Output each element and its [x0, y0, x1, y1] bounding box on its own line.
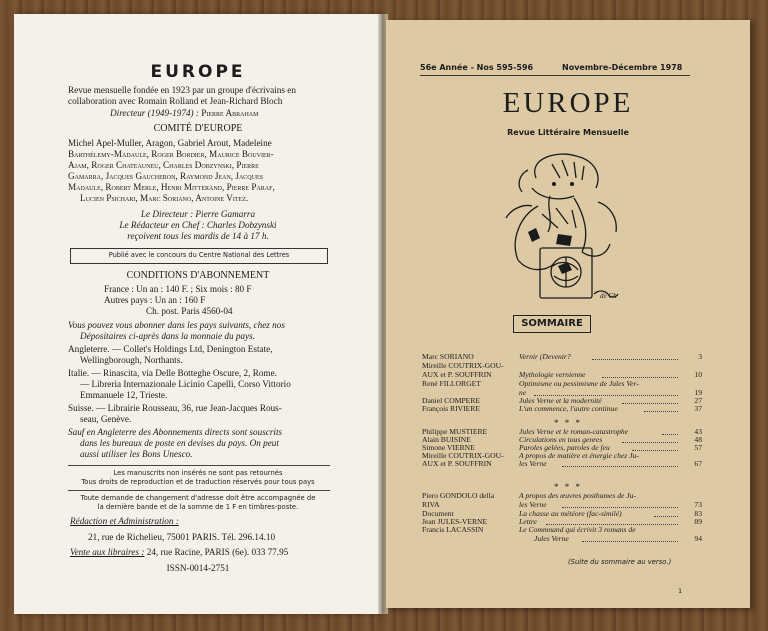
postal-account: Ch. post. Paris 4560-04 — [146, 306, 233, 316]
right-page — [386, 20, 750, 608]
section-separator-stars: * * * — [554, 418, 582, 428]
editor-line: Le Rédacteur en Chef : Charles Dobzynski — [119, 220, 277, 230]
toc-entry[interactable]: Daniel COMPERE Jules Verne et la modernité 27 — [422, 396, 702, 405]
vente-label: Vente aux libraires : — [70, 547, 145, 557]
toc-entry[interactable]: Mireille COUTRIX-GOU- A propos de matière et énergie chez Ju- — [422, 451, 639, 460]
toc-entry[interactable]: RIVA les Verne 73 — [422, 500, 702, 509]
address-change-note: la dernière bande et de la somme de 1 F en timbres-poste. — [97, 503, 299, 511]
direct-subscriptions: dans les bureaux de poste en devises du pays. On peut — [80, 438, 279, 448]
toc-entry[interactable]: ne 19 — [519, 388, 702, 397]
director-line: Le Directeur : Pierre Gamarra — [140, 209, 256, 219]
left-page — [14, 14, 382, 614]
subscribe-note: Dépositaires ci-après dans la monnaie du pays. — [80, 331, 255, 341]
vente-address: 24, rue Racine, PARIS (6e). 033 77.95 — [146, 547, 289, 557]
toc-entry[interactable]: François RIVIERE L'un commence, l'autre continue 37 — [422, 404, 702, 413]
director-name: Pierre Abraham — [201, 108, 259, 118]
rights-note: Tous droits de reproduction et de traduction réservés pour tous pays — [81, 478, 315, 486]
price-france: France : Un an : 140 F. ; Six mois : 80 F — [104, 284, 252, 294]
agent-italy: — Libreria Internazionale Licinio Capelli, Corso Vittorio — [80, 379, 291, 389]
direct-subscriptions: aussi utiliser les Bons Unesco. — [80, 449, 193, 459]
redaction-address: 21, rue de Richelieu, 75001 PARIS. Tél. 296.14.10 — [88, 532, 276, 542]
committee-line: Lucien Psichari, Marc Soriano, Antoine Vitez. — [80, 193, 249, 203]
toc-entry[interactable]: Simone VIERNE Paroles gelées, paroles de feu 57 — [422, 443, 702, 452]
redaction-label: Rédaction et Administration : — [70, 516, 179, 526]
section-separator-stars: * * * — [554, 482, 582, 492]
price-other: Autres pays : Un an : 160 F — [104, 295, 206, 305]
committee-line: Michel Apel-Muller, Aragon, Gabriel Arout, Madeleine — [68, 138, 272, 148]
agent-italy: Italie. — Rinascita, via Delle Botteghe Oscure, 2, Rome. — [68, 368, 277, 378]
toc-entry[interactable]: René FILLORGET Optimisme ou pessimisme de Jules Ver- — [422, 379, 639, 388]
jules-verne-caricature — [498, 148, 628, 306]
page-folio: 1 — [678, 587, 683, 595]
cover-title: EUROPE — [502, 87, 634, 119]
direct-subscriptions: Sauf en Angleterre des Abonnements directs sont souscrits — [68, 427, 283, 437]
issue-number: 56e Année - Nos 595-596 — [420, 63, 534, 72]
artist-signature: de Ch — [600, 292, 617, 300]
committee-line: Madaule, Robert Merle, Henri Mitterand, Pierre Paraf, — [68, 182, 275, 192]
committee-line: Ajam, Roger Chateauneu, Charles Dobzynski, Pierre — [68, 160, 259, 170]
former-director — [110, 108, 258, 119]
toc-section — [422, 492, 712, 548]
toc-entry[interactable]: Mireille COUTRIX-GOU- — [422, 361, 504, 370]
masthead: EUROPE — [150, 62, 246, 82]
toc-section — [422, 353, 712, 413]
agent-italy: Emmanuele 12, Trieste. — [80, 390, 168, 400]
divider — [68, 490, 330, 491]
agent-switzerland: seau, Genève. — [80, 414, 132, 424]
conditions-heading: CONDITIONS D'ABONNEMENT — [126, 270, 270, 281]
committee-line: Gamarra, Jacques Gaucheron, Raymond Jean, Jacques — [68, 171, 263, 181]
bookseller-line — [70, 547, 288, 558]
toc-entry[interactable]: Francis LACASSIN Le Commnand qui écrivit 3 romans de — [422, 525, 636, 534]
director-label: Directeur (1949-1974) : — [110, 108, 199, 118]
manuscripts-note: Les manuscrits non insérés ne sont pas retournés — [113, 469, 283, 477]
cnl-text: Publié avec le concours du Centre National des Lettres — [108, 251, 290, 259]
issue-date: Novembre-Décembre 1978 — [562, 63, 683, 72]
issn: ISSN-0014-2751 — [166, 563, 230, 573]
toc-entry[interactable]: Jean JULES-VERNE Lettre 89 — [422, 517, 702, 526]
toc-entry[interactable]: Document La chasse au météore (fac-similé) 83 — [422, 509, 702, 518]
toc-section — [422, 428, 712, 474]
office-hours: reçoivent tous les mardis de 14 à 17 h. — [127, 231, 269, 241]
toc-entry[interactable]: Marc SORIANO Vernir (Devenir? 3 — [422, 352, 702, 361]
toc-entry[interactable]: AUX et P. SOUFFRIN Mythologie vernienne 10 — [422, 370, 702, 379]
address-change-note: Toute demande de changement d'adresse doit être accompagnée de — [80, 494, 316, 502]
toc-entry[interactable]: Alain BUISINE Circulations en tous genres 48 — [422, 435, 702, 444]
intro-line: Revue mensuelle fondée en 1923 par un groupe d'écrivains en — [68, 85, 296, 95]
cover-subtitle: Revue Littéraire Mensuelle — [507, 128, 629, 137]
agent-uk: Wellingborough, Northants. — [80, 355, 183, 365]
toc-continued-note: (Suite du sommaire au verso.) — [568, 558, 672, 566]
committee-heading: COMITÉ D'EUROPE — [153, 123, 243, 134]
sommaire-heading: SOMMAIRE — [521, 318, 583, 329]
toc-entry[interactable]: Jules Verne 94 — [534, 534, 702, 543]
committee-line: Barthélemy-Madaule, Roger Bordier, Maurice Bouvier- — [68, 149, 274, 159]
toc-entry[interactable]: AUX et P. SOUFFRIN les Verne 67 — [422, 459, 702, 468]
toc-entry[interactable]: Piero GONDOLO della A propos des œuvres posthumes de Ju- — [422, 491, 636, 500]
intro-line: collaboration avec Romain Rolland et Jean-Richard Bloch — [68, 96, 283, 106]
divider — [68, 465, 330, 466]
subscribe-note: Vous pouvez vous abonner dans les pays suivants, chez nos — [68, 320, 285, 330]
agent-uk: Angleterre. — Collet's Holdings Ltd, Denington Estate, — [68, 344, 273, 354]
agent-switzerland: Suisse. — Librairie Rousseau, 36, rue Jean-Jacques Rous- — [68, 403, 282, 413]
header-rule — [420, 75, 690, 76]
toc-entry[interactable]: Philippe MUSTIERE Jules Verne et le roman-catastrophe 43 — [422, 427, 702, 436]
